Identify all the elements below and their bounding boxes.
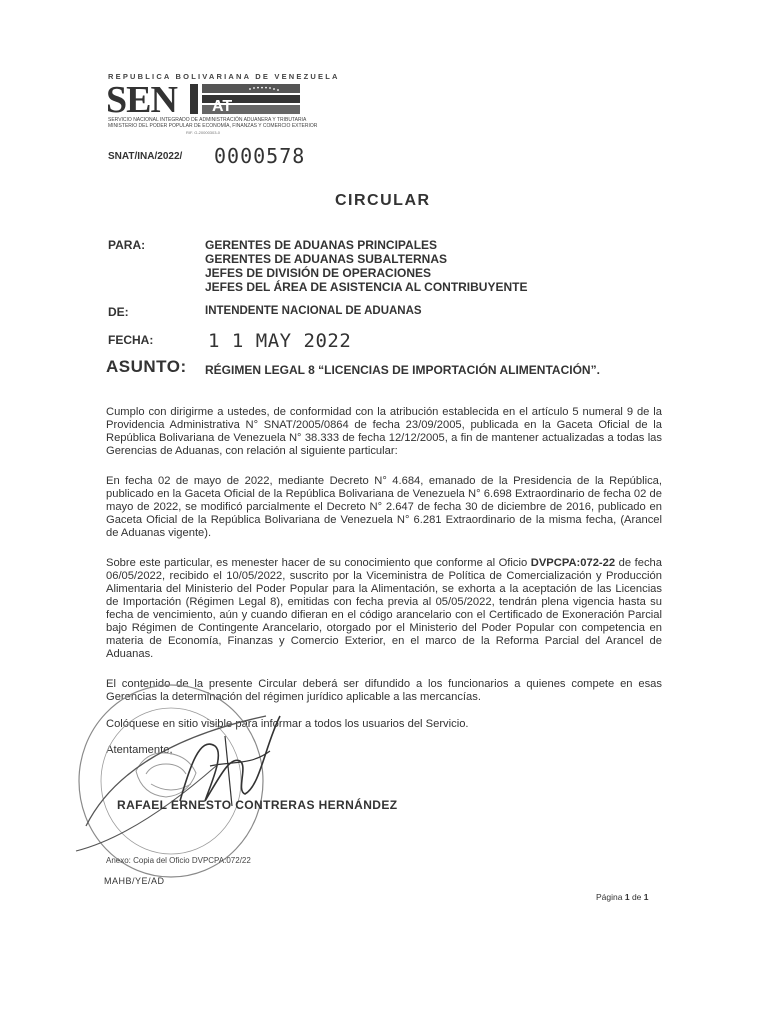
body-paragraph-2: En fecha 02 de mayo de 2022, mediante Decreto N° 4.684, emanado de la Presidencia de la República, publicado en la Gaceta Oficial de la República Bolivariana de Venezuela N° 6.698 Extraordinario de fecha 02 de mayo de 2022, se modificó parcialmente el Decreto N° 2.647 de fecha 30 de diciembre de 2016, publicado en Gaceta Oficial de la República Bolivariana de Venezuela N° 6.281 Extraordinario de la misma fecha, (Arancel de Aduanas vigente). <box>106 475 662 539</box>
logo-subtitle-line2: MINISTERIO DEL PODER POPULAR DE ECONOMÍA, FINANZAS Y COMERCIO EXTERIOR <box>108 123 318 129</box>
reference-number: 0000578 <box>214 144 306 168</box>
logo-graphic <box>190 84 300 114</box>
de-label: DE: <box>108 305 129 319</box>
logo-subtitle-line1: SERVICIO NACIONAL INTEGRADO DE ADMINISTRACIÓN ADUANERA Y TRIBUTARIA <box>108 117 307 123</box>
page-total: 1 <box>643 892 649 902</box>
page-number: 1 <box>624 892 630 902</box>
recipient-item: JEFES DE DIVISIÓN DE OPERACIONES <box>205 266 432 280</box>
oficio-reference: DVPCPA:072-22 <box>530 557 616 569</box>
de-value: INTENDENTE NACIONAL DE ADUANAS <box>205 305 422 317</box>
salutation: Atentamente, <box>106 744 173 756</box>
body-paragraph-5: Colóquese en sitio visible para informar a todos los usuarios del Servicio. <box>106 718 469 730</box>
body-paragraph-4: El contenido de la presente Circular deberá ser difundido a los funcionarios a quienes compete en esas Gerencias la determinación del régimen jurídico aplicable a las mercancías. <box>106 678 662 703</box>
republic-header: REPUBLICA BOLIVARIANA DE VENEZUELA <box>108 72 340 81</box>
para-label: PARA: <box>108 238 146 252</box>
body-paragraph-3 <box>106 557 662 661</box>
svg-text:AT: AT <box>212 98 233 114</box>
recipient-item: GERENTES DE ADUANAS PRINCIPALES <box>205 238 438 252</box>
signer-name: RAFAEL ERNESTO CONTRERAS HERNÁNDEZ <box>117 798 398 812</box>
asunto-label: ASUNTO: <box>106 357 187 376</box>
recipient-item: JEFES DEL ÁREA DE ASISTENCIA AL CONTRIBUYENTE <box>205 280 528 294</box>
recipient-item: GERENTES DE ADUANAS SUBALTERNAS <box>205 252 448 266</box>
recipients-list <box>205 238 527 294</box>
body-paragraph-3-rest: de fecha 06/05/2022, recibido el 10/05/2022, suscrito por la Viceministra de Política de Comercialización y Producción Alimentaria del Ministerio del Poder Popular para la Alimentación, se exhorta a la aceptación de las Licencias de Importación (Régimen Legal 8), emitidas con fecha previa al 05/05/2022, tendrán plena vigencia hasta su fecha de vencimiento, aún y cuando difieran en el código arancelario con el Certificado de Exoneración Parcial bajo Régimen de Contingente Arancelario, otorgado por el Ministerio del Poder Popular con competencia en materia de Economía, Finanzas y Comercio Exterior, en el marco de la Reforma Parcial del Arancel de Aduanas. <box>106 557 662 660</box>
document-title: CIRCULAR <box>335 192 431 209</box>
logo-rif: RIF. G-20000303-0 <box>186 130 221 135</box>
logo-wordmark: SEN <box>106 79 177 121</box>
logo-subtitle <box>108 117 317 129</box>
page-word: Página <box>596 892 623 902</box>
initials: MAHB/YE/AD <box>104 876 165 886</box>
asunto-value: RÉGIMEN LEGAL 8 “LICENCIAS DE IMPORTACIÓN ALIMENTACIÓN”. <box>205 363 600 377</box>
reference-prefix: SNAT/INA/2022/ <box>108 151 183 162</box>
page-of: de <box>631 892 642 902</box>
annex-note: Anexo: Copia del Oficio DVPCPA:072/22 <box>106 856 251 865</box>
body-paragraph-3-lead: Sobre este particular, es menester hacer de su conocimiento que conforme al Oficio <box>106 557 531 569</box>
date-stamp: 1 1 MAY 2022 <box>208 330 352 352</box>
page-indicator <box>596 892 649 902</box>
body-paragraph-1: Cumplo con dirigirme a ustedes, de conformidad con la atribución establecida en el artículo 5 numeral 9 de la Providencia Administrativa N° SNAT/2005/0864 de fecha 23/09/2005, publicada en la Gaceta Oficial de la República Bolivariana de Venezuela N° 38.333 de fecha 12/12/2005, a fin de mantener actualizadas a todas las Gerencias de Aduanas, con relación al siguiente particular: <box>106 406 662 457</box>
fecha-label: FECHA: <box>108 333 154 347</box>
